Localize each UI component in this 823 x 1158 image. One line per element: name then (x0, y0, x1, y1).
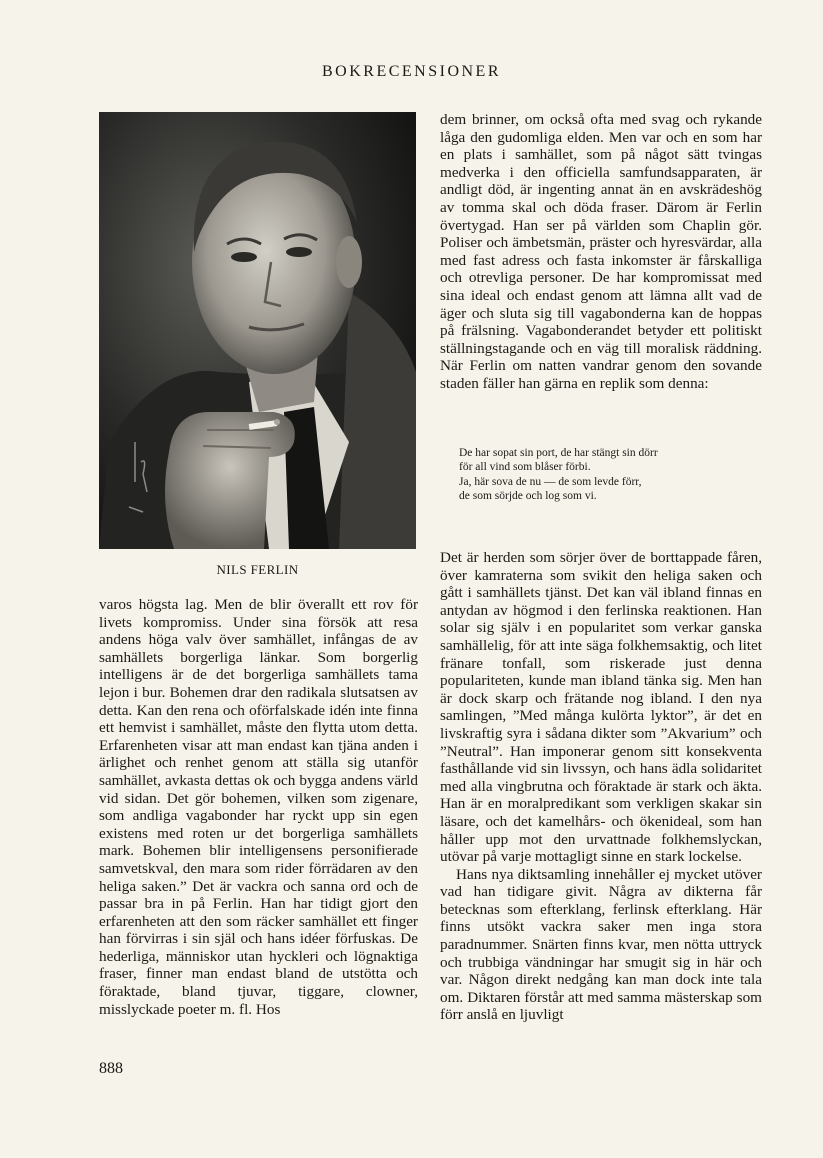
poem-line: de som sörjde och log som vi. (459, 490, 597, 503)
right-column-bottom (440, 549, 762, 1024)
left-column (99, 596, 418, 1018)
right-paragraph-2: Det är herden som sörjer över de borttappade fåren, över kamraterna som svikit den heliga saken och gått i samhällets tjänst. Det kan väl ibland finnas en antydan av högmod i den ferlinska reaktionen. Han solar sig själv i en popularitet som verkar ganska samhällelig, för att inte säga folkhemsaktig, och litet fränare tonfall, som riskerade just denna populariteten, kunde man ibland tänka sig. Men han är dock skarp och frätande nog ibland. I den nya samlingen, ”Med många kulörta lyktor”, är det en livskraftig syra i sådana dikter som ”Akvarium” och ”Neutral”. Han imponerar genom sitt konsekventa fasthållande vid sin livssyn, och hans ädla solidaritet med alla vingbrutna och föraktade är stark och äkta. Han är en moralpredikant som verkligen skakar sin läsare, och det kamelhårs- och ökenideal, som han håller upp mot den urvattnade folkhemslyckan, utövar på varje mottagligt sinne en stark lockelse. (440, 549, 762, 866)
page-number: 888 (99, 1060, 123, 1077)
poem-quote (459, 446, 658, 504)
left-paragraph: varos högsta lag. Men de blir överallt ett rov för livets kompromiss. Under sina försök att resa andens höga valv över samhället, infångas de av samhällets borgerliga länkar. Som borgerlig intelligens är de det borgerliga samhällets tama lejon i bur. Bohemen drar den radikala slutsatsen av detta. Kan den rena och oförfalskade idén inte finna ett hemvist i samhället, måste den flytta utom detta. Erfarenheten visar att man endast kan tjäna anden i ärlighet och renhet genom att ställa sig utanför samhället, avkasta dettas ok och bygga andens värld vid sidan. Det gör bohemen, vilken som zigenare, som andliga vagabonder har ryckt upp sin egen existens med roten ur det borgerliga samhällets mark. Bohemen blir intelligensens personifierade samvetskval, den mara som rider förrädaren av den heliga saken.” Det är vackra och sanna ord och de passar bra in på Ferlin. Han har tidigt gjort den erfarenheten att den som räcker samhället ett finger han förvirras i sin själ och hans idéer förfuskas. De hederliga, människor utan hyckleri och lögnaktiga fraser, finner man endast bland de utstötta och föraktade, bland tjuvar, tiggare, clowner, misslyckade poeter m. fl. Hos (99, 596, 418, 1018)
right-column-top (440, 111, 762, 393)
portrait-image (99, 112, 416, 549)
poem-line: De har sopat sin port, de har stängt sin dörr (459, 447, 658, 459)
right-paragraph-1: dem brinner, om också ofta med svag och rykande låga den gudomliga elden. Men var och en som har en plats i samhället, som på något sätt tvingas medverka i den officiella samfundsapparaten, är andligt död, är ingenting annat än en avskrädeshög av tomma skal och döda fraser. Därom är Ferlin övertygad. Han ser på världen som Chaplin gör. Poliser och ämbetsmän, präster och hyresvärdar, alla med fast adress och fasta inkomster är fårskalliga och otrevliga personer. De har kompromissat med sina ideal och endast genom att lämna allt vad de äger och sluta sig till vagabonderna kan de hoppas på frälsning. Vagabonderandet betyder ett politiskt ställningstagande och en väg till moralisk räddning. När Ferlin om natten vandrar genom den sovande staden fäller han gärna en replik som denna: (440, 111, 762, 392)
photo-caption: NILS FERLIN (216, 562, 299, 577)
poem-line: Ja, här sova de nu — de som levde förr, (459, 475, 642, 488)
poem-line: för all vind som blåser förbi. (459, 461, 591, 474)
right-paragraph-3: Hans nya diktsamling innehåller ej mycket utöver vad han tidigare givit. Några av dikterna får betecknas som efterklang, ferlinsk efterklang. Här finns utsökt vackra saker men inga stora paradnummer. Snärten finns kvar, men nötta uttryck och trubbiga vändningar har smugit sig in här och var. Någon direkt nedgång kan man dock inte tala om. Diktaren förstår att med samma mästerskap som förr anslå en ljuvligt (440, 865, 762, 1024)
portrait-photo (99, 112, 416, 549)
running-header: BOKRECENSIONER (321, 63, 501, 80)
